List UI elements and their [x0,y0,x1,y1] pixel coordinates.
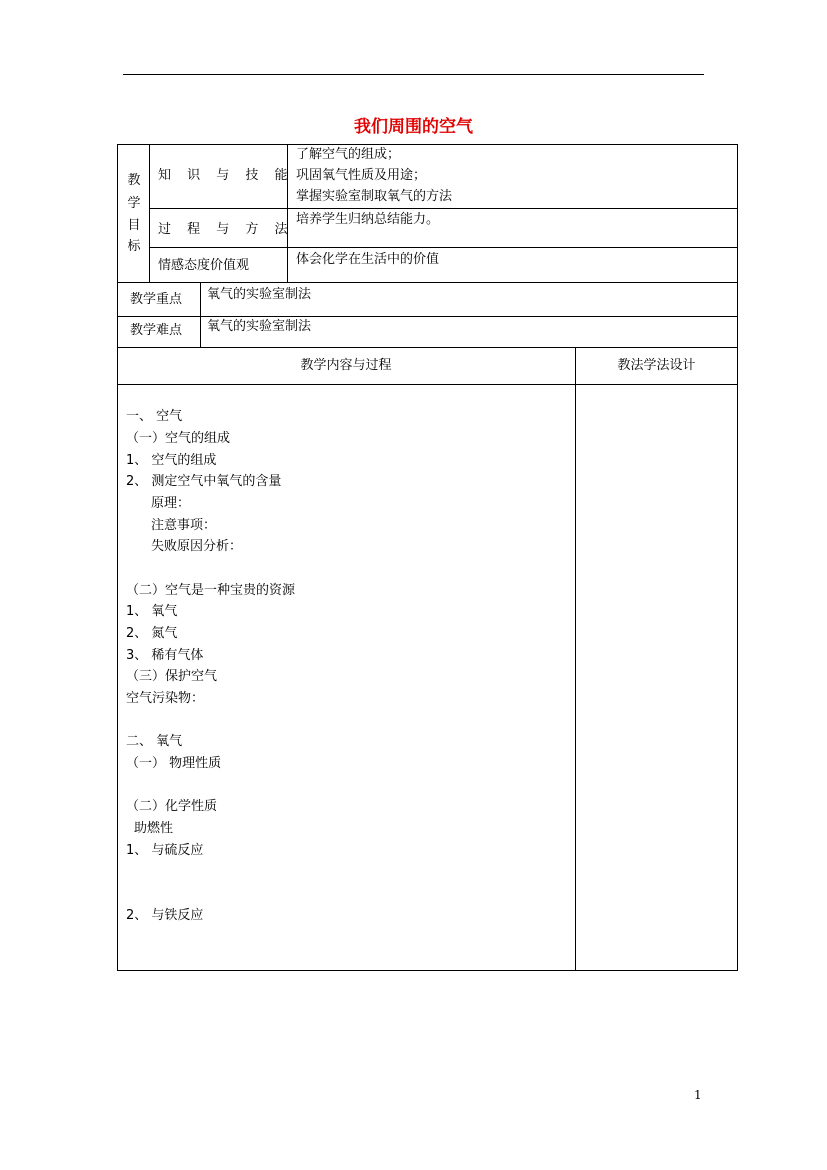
divider [200,282,201,348]
objective-content-line: 掌握实验室制取氧气的方法 [296,189,453,204]
objective-content-line: 培养学生归纳总结能力。 [296,212,440,227]
objective-label-knowledge: 知 识 与 技 能 [158,168,294,183]
content-line: 1、 空气的组成 [126,453,217,468]
process-header-method: 教法学法设计 [617,358,696,373]
group-label-char: 目 [127,218,141,233]
content-line: 2、 测定空气中氧气的含量 [126,474,282,489]
objective-content-line: 体会化学在生活中的价值 [296,252,440,267]
divider [117,384,738,385]
objective-content-line: 了解空气的组成； [296,147,401,162]
key-point-label: 教学重点 [130,292,183,307]
content-line: 1、 与硫反应 [126,843,204,858]
content-line: 失败原因分析： [151,539,243,554]
divider [117,347,738,348]
divider [575,347,576,971]
content-line: 2、 氮气 [126,626,178,641]
divider [117,282,738,283]
content-line: 空气污染物： [126,691,205,706]
content-line: 2、 与铁反应 [126,908,204,923]
content-line: 二、 氧气 [126,734,183,749]
divider [149,208,738,209]
content-line: （二）化学性质 [126,799,218,814]
content-line: 3、 稀有气体 [126,648,204,663]
content-line: 1、 氧气 [126,604,178,619]
content-line: （二）空气是一种宝贵的资源 [126,583,296,598]
content-line: 原理： [151,496,191,511]
objective-label-attitude: 情感态度价值观 [158,258,250,273]
content-line: （三）保护空气 [126,669,218,684]
objective-content-line: 巩固氧气性质及用途； [296,168,427,183]
difficult-point-content: 氧气的实验室制法 [207,319,312,334]
page-number: 1 [694,1088,702,1102]
group-label-char: 标 [127,239,141,254]
group-label-char: 学 [127,196,141,211]
content-line: （一）空气的组成 [126,431,231,446]
content-line: 注意事项： [151,518,217,533]
key-point-content: 氧气的实验室制法 [207,287,312,302]
process-header-content: 教学内容与过程 [300,358,392,373]
content-line: 助燃性 [134,821,174,836]
objective-label-process: 过 程 与 方 法 [158,222,294,237]
content-line: 一、 空气 [126,409,183,424]
difficult-point-label: 教学难点 [130,323,183,338]
header-rule [123,74,704,75]
group-label-char: 教 [127,173,141,188]
content-line: （一） 物理性质 [126,756,222,771]
divider [149,247,738,248]
document-title: 我们周围的空气 [354,117,473,137]
